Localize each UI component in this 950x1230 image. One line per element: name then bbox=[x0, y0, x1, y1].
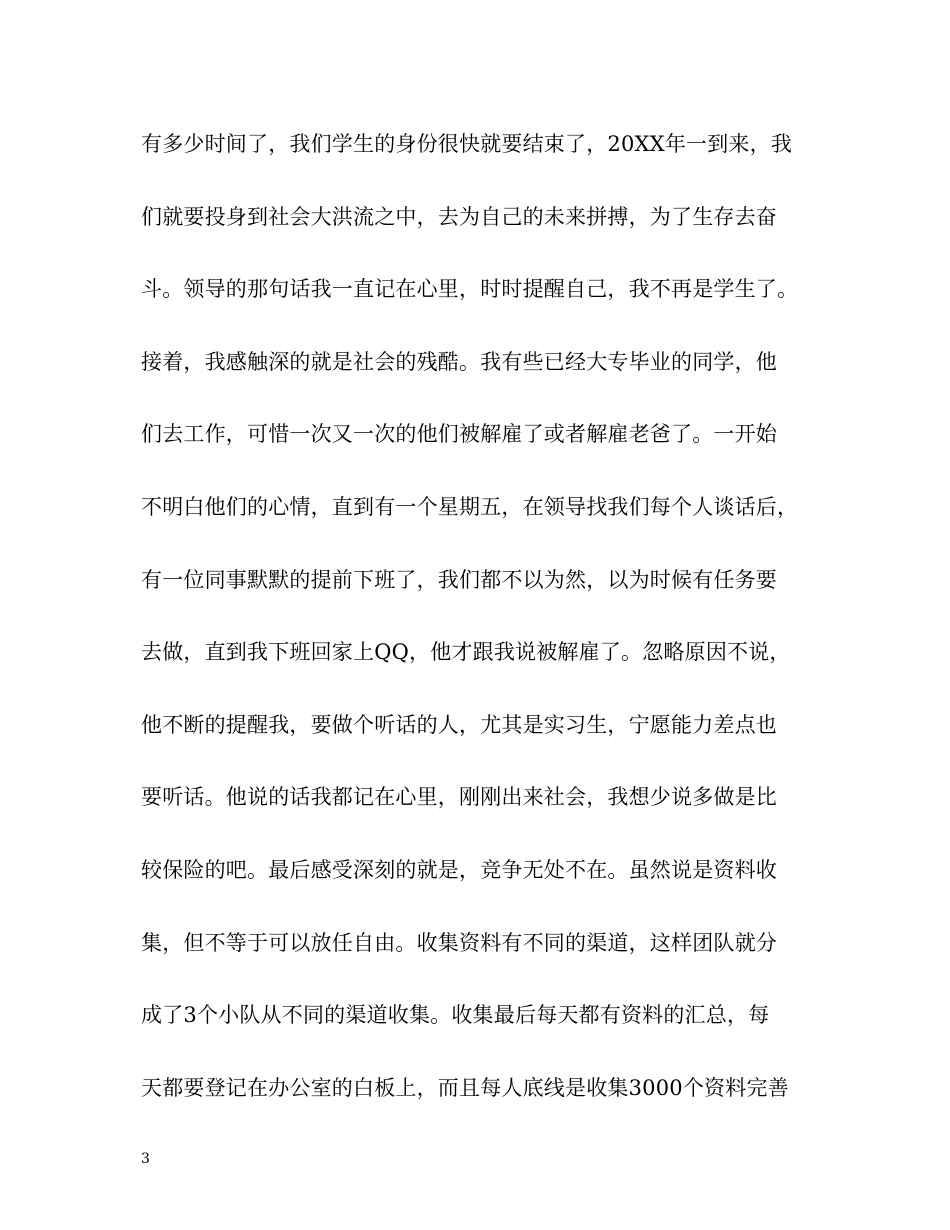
text-line: 有多少时间了，我们学生的身份很快就要结束了，20XX年一到来，我 bbox=[141, 132, 793, 156]
text-line: 要听话。他说的话我都记在心里，刚刚出来社会，我想少说多做是比 bbox=[141, 785, 777, 810]
text-line: 们就要投身到社会大洪流之中，去为自己的未来拼搏，为了生存去奋 bbox=[141, 204, 777, 229]
text-line: 集，但不等于可以放任自由。收集资料有不同的渠道，这样团队就分 bbox=[141, 930, 777, 955]
text-line: 们去工作，可惜一次又一次的他们被解雇了或者解雇老爸了。一开始 bbox=[141, 422, 777, 447]
text-line: 接着，我感触深的就是社会的残酷。我有些已经大专毕业的同学，他 bbox=[141, 349, 777, 374]
text-line: 去做，直到我下班回家上QQ，他才跟我说被解雇了。忽略原因不说， bbox=[141, 640, 791, 665]
page-number: 3 bbox=[141, 1151, 150, 1167]
text-line: 成了3个小队从不同的渠道收集。收集最后每天都有资料的汇总，每 bbox=[141, 1003, 770, 1028]
text-line: 有一位同事默默的提前下班了，我们都不以为然，以为时候有任务要 bbox=[141, 567, 777, 592]
body-text bbox=[141, 122, 811, 1138]
text-line: 斗。领导的那句话我一直记在心里，时时提醒自己，我不再是学生了。 bbox=[141, 277, 799, 302]
text-line: 天都要登记在办公室的白板上，而且每人底线是收集3000个资料完善 bbox=[141, 1075, 789, 1100]
text-line: 不明白他们的心情，直到有一个星期五，在领导找我们每个人谈话后， bbox=[141, 494, 799, 519]
text-line: 较保险的吧。最后感受深刻的就是，竞争无处不在。虽然说是资料收 bbox=[141, 857, 777, 882]
text-line: 他不断的提醒我，要做个听话的人，尤其是实习生，宁愿能力差点也 bbox=[141, 712, 777, 737]
